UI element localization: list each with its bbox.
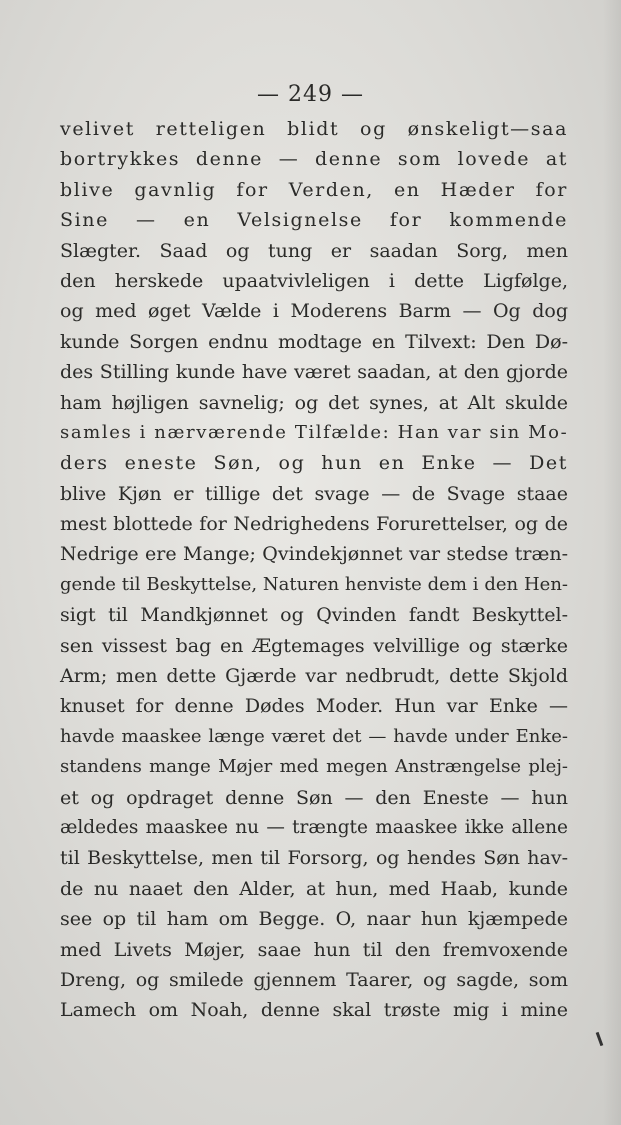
text-line: Nedrige ere Mange; Qvindekjønnet var stedse træn- <box>60 543 568 566</box>
text-line: den herskede upaatvivleligen i dette Ligfølge, <box>60 269 568 292</box>
text-line: blive gavnlig for Verden, en Hæder for <box>60 178 568 201</box>
text-line: standens mange Møjer med megen Anstrængelse plej- <box>60 756 568 778</box>
text-line: bortrykkes denne — denne som lovede at <box>60 148 568 171</box>
text-line: samles i nærværende Tilfælde: Han var sin Mo- <box>60 421 569 443</box>
text-line: de nu naaet den Alder, at hun, med Haab, kunde <box>60 877 568 900</box>
text-line: ders eneste Søn, og hun en Enke — Det <box>60 452 568 475</box>
text-line: sen vissest bag en Ægtemages velvillige og stærke <box>60 634 568 657</box>
text-line: ham højligen savnelig; og det synes, at Alt skulde <box>60 391 568 414</box>
text-line: knuset for denne Dødes Moder. Hun var Enke — <box>60 695 568 718</box>
text-line: blive Kjøn er tillige det svage — de Svage staae <box>60 482 568 505</box>
text-line: Arm; men dette Gjærde var nedbrudt, dette Skjold <box>60 665 568 688</box>
text-line: ældedes maaskee nu — trængte maaskee ikke allene <box>60 816 568 838</box>
text-line: havde maaskee længe været det — havde under Enke- <box>60 725 568 747</box>
text-line: velivet retteligen blidt og ønskeligt—saa <box>60 118 568 140</box>
text-line: og med øget Vælde i Moderens Barm — Og dog <box>60 300 568 323</box>
text-line: med Livets Møjer, saae hun til den fremvoxende <box>60 938 568 961</box>
page-edge-shadow <box>603 0 621 1125</box>
page-number: — 249 — <box>257 82 364 107</box>
text-line: Lamech om Noah, denne skal trøste mig i mine <box>60 999 568 1022</box>
body-text <box>60 114 568 1026</box>
text-line: des Stilling kunde have været saadan, at den gjorde <box>60 361 568 384</box>
text-line: sigt til Mandkjønnet og Qvinden fandt Beskyttel- <box>60 604 568 627</box>
text-line: til Beskyttelse, men til Forsorg, og hendes Søn hav- <box>60 847 568 870</box>
text-line: see op til ham om Begge. O, naar hun kjæmpede <box>60 908 568 931</box>
text-line: Sine — en Velsignelse for kommende <box>60 209 568 232</box>
text-line: kunde Sorgen endnu modtage en Tilvext: Den Dø- <box>60 330 568 353</box>
text-line: mest blottede for Nedrighedens Forurettelser, og de <box>60 513 568 536</box>
text-line: Dreng, og smilede gjennem Taarer, og sagde, som <box>60 968 568 991</box>
text-line: gende til Beskyttelse, Naturen henviste dem i den Hen- <box>60 573 568 595</box>
text-line: Slægter. Saad og tung er saadan Sorg, men <box>60 239 568 262</box>
text-line: et og opdraget denne Søn — den Eneste — hun <box>60 786 568 809</box>
